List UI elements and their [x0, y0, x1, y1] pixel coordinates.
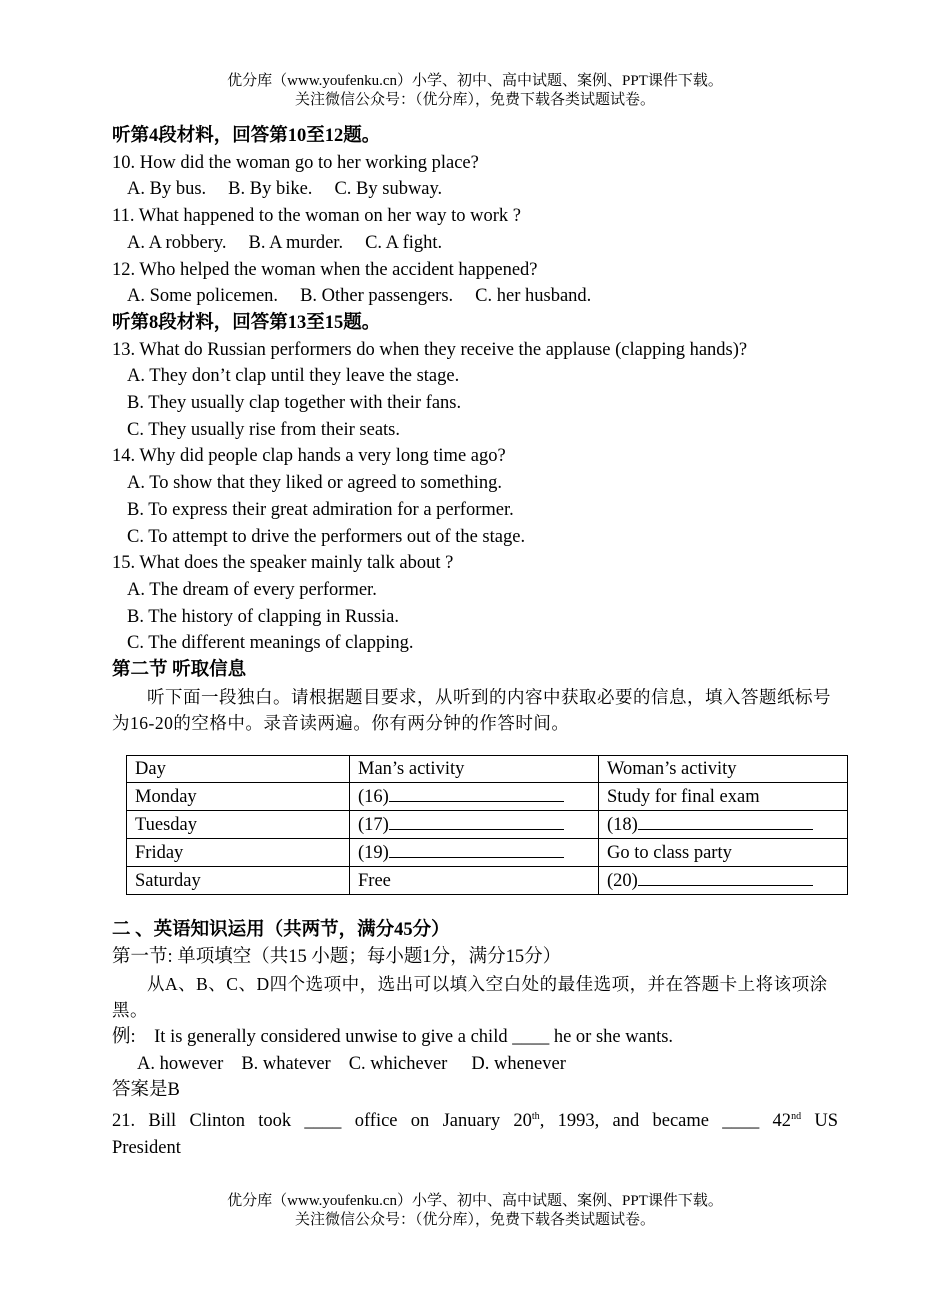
superscript: nd	[791, 1111, 802, 1123]
example-question	[112, 1024, 838, 1051]
question-15-option-b: B. The history of clapping in Russia.	[127, 606, 399, 627]
table-row	[127, 867, 848, 895]
question-21-text: US	[801, 1111, 838, 1132]
superscript: th	[531, 1111, 540, 1123]
question-13-option-c: C. They usually rise from their seats.	[127, 419, 400, 440]
table-cell-blank	[599, 811, 848, 839]
table-cell: Go to class party	[599, 839, 848, 867]
question-13-option-a: A. They don’t clap until they leave the stage.	[127, 366, 460, 387]
question-21-line2: President	[112, 1137, 181, 1158]
question-14-option-c: C. To attempt to drive the performers out of the stage.	[127, 526, 526, 547]
question-14-option-b: B. To express their great admiration for a performer.	[127, 499, 514, 520]
blank-number: (18)	[607, 815, 638, 836]
question-11: 11. What happened to the woman on her way to work ?	[112, 206, 521, 227]
question-12: 12. Who helped the woman when the accident happened?	[112, 259, 538, 280]
blank-number: (16)	[358, 787, 389, 808]
option-d: D. whenever	[471, 1053, 566, 1074]
table-cell: Monday	[127, 783, 350, 811]
table-cell: Tuesday	[127, 811, 350, 839]
option-c: C. her husband.	[475, 286, 592, 307]
option-a: A. Some policemen.	[127, 286, 279, 307]
question-21-text: , 1993, and became ____ 42	[539, 1111, 792, 1132]
question-10-options	[112, 176, 838, 203]
option-b: B. Other passengers.	[300, 286, 454, 307]
option-a: A. By bus.	[127, 179, 207, 200]
question-11-options	[112, 230, 838, 257]
answer-line	[389, 839, 564, 858]
table-cell-blank	[350, 783, 599, 811]
part2-instructions: 听下面一段独白。请根据题目要求，从听到的内容中获取必要的信息，填入答题纸标号为16-20的空格中。录音读两遍。你有两分钟的作答时间。	[112, 686, 831, 734]
answer-line	[638, 867, 813, 886]
table-header-row	[127, 756, 848, 783]
header-line-1: 优分库（www.youfenku.cn）小学、初中、高中试题、案例、PPT课件下载。	[227, 73, 723, 89]
example-text: It is generally considered unwise to give a child ____ he or she wants.	[154, 1026, 674, 1047]
question-13-option-b: B. They usually clap together with their fans.	[127, 393, 462, 414]
table-row	[127, 839, 848, 867]
document-body	[112, 123, 838, 1162]
option-b: B. A murder.	[248, 232, 344, 253]
section2-heading: 二 、英语知识运用（共两节，满分45分）	[112, 920, 450, 941]
blank-number: (19)	[358, 843, 389, 864]
answer-line	[638, 811, 813, 830]
table-row	[127, 811, 848, 839]
question-21	[112, 1104, 838, 1135]
blank-number: (20)	[607, 871, 638, 892]
table-row	[127, 783, 848, 811]
table-cell-blank	[599, 867, 848, 895]
table-cell: Saturday	[127, 867, 350, 895]
option-a: A. however	[137, 1053, 224, 1074]
answer-line	[389, 811, 564, 830]
footer-line-2: 关注微信公众号：（优分库），免费下载各类试题试卷。	[294, 1212, 655, 1228]
table-header-cell: Man’s activity	[350, 756, 599, 783]
blank-number: (17)	[358, 815, 389, 836]
page-footer	[0, 1192, 950, 1230]
part1-heading: 第一节: 单项填空（共15 小题；每小题1分，满分15分）	[112, 946, 562, 967]
part1-instructions: 从A、B、C、D四个选项中，选出可以填入空白处的最佳选项，并在答题卡上将该项涂黑。	[112, 973, 828, 1021]
option-c: C. By subway.	[334, 179, 443, 200]
question-14: 14. Why did people clap hands a very long time ago?	[112, 446, 506, 467]
info-table	[126, 755, 848, 895]
question-13: 13. What do Russian performers do when they receive the applause (clapping hands)?	[112, 339, 748, 360]
page-header	[0, 72, 950, 110]
question-15-option-c: C. The different meanings of clapping.	[127, 633, 414, 654]
example-answer: 答案是B	[112, 1080, 180, 1101]
header-line-2: 关注微信公众号：（优分库），免费下载各类试题试卷。	[294, 92, 655, 108]
section8-heading: 听第8段材料，回答第13至15题。	[112, 312, 381, 333]
option-a: A. A robbery.	[127, 232, 227, 253]
question-14-option-a: A. To show that they liked or agreed to something.	[127, 473, 502, 494]
question-10: 10. How did the woman go to her working place?	[112, 152, 479, 173]
table-cell-blank	[350, 839, 599, 867]
example-label: 例:	[112, 1026, 136, 1047]
option-c: C. whichever	[348, 1053, 448, 1074]
part2-heading: 第二节 听取信息	[112, 660, 247, 681]
table-header-cell: Woman’s activity	[599, 756, 848, 783]
question-15: 15. What does the speaker mainly talk about ?	[112, 553, 454, 574]
table-cell: Friday	[127, 839, 350, 867]
question-15-option-a: A. The dream of every performer.	[127, 579, 377, 600]
table-cell-blank	[350, 811, 599, 839]
table-header-cell: Day	[127, 756, 350, 783]
footer-line-1: 优分库（www.youfenku.cn）小学、初中、高中试题、案例、PPT课件下载。	[227, 1193, 723, 1209]
table-cell: Study for final exam	[599, 783, 848, 811]
answer-line	[389, 783, 564, 802]
option-b: B. By bike.	[228, 179, 313, 200]
option-b: B. whatever	[241, 1053, 331, 1074]
question-12-options	[112, 283, 838, 310]
option-c: C. A fight.	[365, 232, 443, 253]
question-21-text: 21. Bill Clinton took ____ office on January 20	[112, 1111, 532, 1132]
section4-heading: 听第4段材料，回答第10至12题。	[112, 126, 381, 146]
example-options	[112, 1051, 838, 1078]
table-cell: Free	[350, 867, 599, 895]
